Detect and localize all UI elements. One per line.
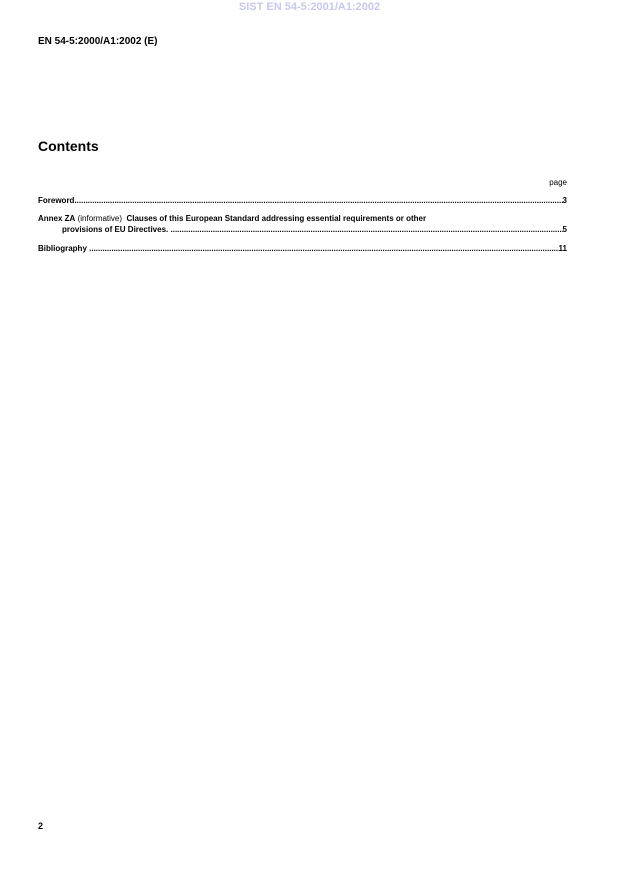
toc-entry-annex-za[interactable] bbox=[38, 214, 567, 234]
leader-dots bbox=[74, 196, 562, 205]
leader-dots bbox=[89, 244, 558, 253]
page-number: 2 bbox=[38, 821, 44, 831]
toc-page: 3 bbox=[562, 196, 567, 205]
toc-label-cont: provisions of EU Directives. bbox=[62, 225, 169, 234]
watermark: SIST EN 54-5:2001/A1:2002 bbox=[238, 1, 381, 13]
toc-prefix: Annex ZA bbox=[38, 214, 76, 223]
toc-label: Foreword bbox=[38, 196, 75, 205]
toc-label: Bibliography bbox=[38, 244, 87, 253]
toc-note: (informative) bbox=[77, 214, 123, 223]
leader-dots bbox=[171, 225, 563, 234]
toc-entry-foreword[interactable] bbox=[38, 196, 567, 205]
toc-entry-bibliography[interactable] bbox=[38, 244, 567, 253]
toc-label: Clauses of this European Standard addressing essential requirements or other bbox=[126, 214, 427, 223]
toc-page: 5 bbox=[562, 225, 567, 234]
page-title: Contents bbox=[38, 138, 99, 154]
toc-page: 11 bbox=[558, 244, 567, 253]
document-header: EN 54-5:2000/A1:2002 (E) bbox=[38, 36, 158, 47]
page-column-label: page bbox=[549, 178, 567, 187]
